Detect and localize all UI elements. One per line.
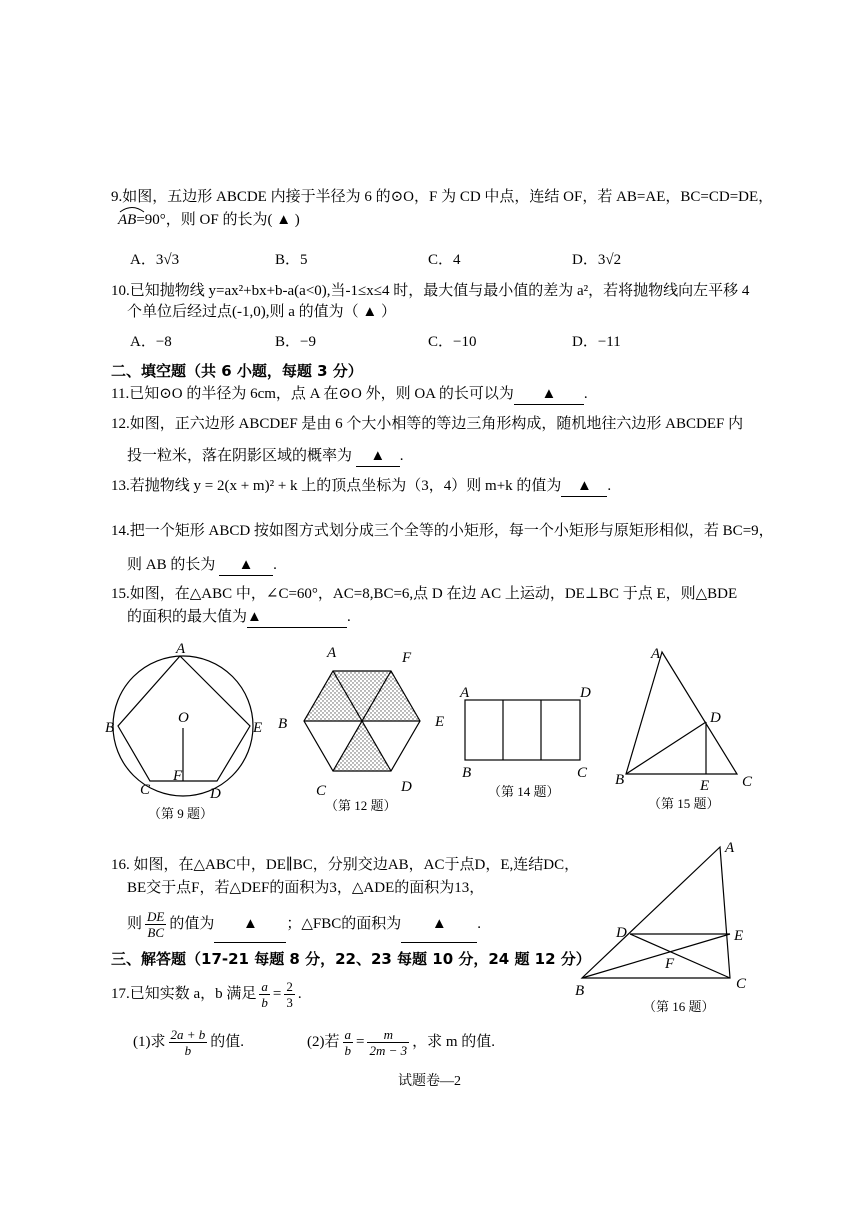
figure-14	[459, 685, 591, 781]
fig16-caption: （第 16 题）	[643, 999, 715, 1014]
fraction-m-over-2m-3: $\frac{m}{2m - 3}$	[369, 1027, 408, 1059]
fig9-caption: （第 9 题）	[148, 806, 214, 821]
arc-symbol-icon	[118, 205, 146, 213]
q10-option-d[interactable]: D．−11	[572, 334, 621, 350]
q16-line2: BE交于点F，若△DEF的面积为3，△ADE的面积为13，	[127, 880, 485, 896]
fig14-label-d: D	[580, 685, 591, 701]
q13: 13.若抛物线 y = 2(x + m)² + k 上的顶点坐标为（3，4）则 m+k 的值为 ▲ .	[111, 476, 611, 497]
q16-line1: 16. 如图，在△ABC中，DE∥BC，分别交边AB，AC于点D，E,连结DC，	[111, 857, 580, 873]
fig16-label-a: A	[725, 840, 735, 856]
fig16-label-e: E	[734, 928, 744, 944]
q10-option-b[interactable]: B．−9	[275, 334, 316, 350]
fraction-a-b: $\frac{a}{b}$	[261, 979, 268, 1011]
fig12-label-b: B	[278, 716, 288, 732]
q14-answer-blank[interactable]: ▲	[219, 555, 273, 576]
fraction-a-over-b: $\frac{a}{b}$	[344, 1027, 351, 1059]
figure-9	[105, 641, 262, 802]
q14-line1: 14.把一个矩形 ABCD 按如图方式划分成三个全等的小矩形，每一个小矩形与原矩形相似，若 BC=9，	[111, 523, 774, 539]
fig9-label-b: B	[105, 720, 115, 736]
figures-row	[100, 638, 860, 828]
fig9-label-a: A	[176, 641, 186, 657]
q15-answer-blank[interactable]: ▲	[247, 607, 347, 628]
q11: 11.已知⊙O 的半径为 6cm，点 A 在⊙O 外，则 OA 的长可以为 ▲ .	[111, 384, 588, 405]
fig15-label-a: A	[651, 646, 661, 662]
figure-12	[278, 645, 444, 799]
fig9-label-o: O	[178, 710, 189, 726]
q17-part2: (2)若 $\frac{a}{b}$ = $\frac{m}{2m - 3}$ ，求 m 的值.	[307, 1027, 496, 1059]
q12-line2: 投一粒米，落在阴影区域的概率为 ▲ .	[127, 446, 404, 467]
fig16-label-d: D	[616, 925, 627, 941]
fig15-label-c: C	[742, 774, 753, 790]
fig16-label-b: B	[575, 983, 585, 999]
fig9-label-d: D	[210, 786, 221, 802]
section-fill-in-heading: 二、填空题（共 6 小题，每题 3 分）	[111, 362, 363, 380]
q12-line1: 12.如图，正六边形 ABCDEF 是由 6 个大小相等的等边三角形构成，随机地往六边形 ABCDEF 内	[111, 416, 744, 432]
q14-line2: 则 AB 的长为 ▲ .	[127, 555, 277, 576]
fig15-label-d: D	[710, 710, 721, 726]
arc-ab: AB	[118, 210, 136, 230]
fig15-label-b: B	[615, 772, 625, 788]
section-answer-heading: 三、解答题（17-21 每题 8 分，22、23 每题 10 分，24 题 12 分）	[111, 950, 591, 968]
fig12-label-d: D	[401, 779, 412, 795]
q17-stem: 17.已知实数 a，b 满足 $\frac{a}{b}$ = $\frac{2}{3}$ .	[111, 979, 302, 1011]
q9-option-a[interactable]: A．3√3	[130, 252, 180, 268]
rectangle-abcd	[465, 700, 580, 760]
q9-option-b[interactable]: B．5	[275, 252, 308, 268]
q9-option-c[interactable]: C．4	[428, 252, 461, 268]
fig12-label-f: F	[402, 650, 412, 666]
q16-answer-blank-1[interactable]: ▲	[214, 906, 286, 943]
fig15-caption: （第 15 题）	[648, 796, 720, 811]
fraction-de-bc: $\frac{DE}{BC}$	[147, 909, 165, 941]
q16-line3: 则 $\frac{DE}{BC}$ 的值为 ▲ ；△FBC的面积为 ▲ .	[127, 906, 481, 943]
q15-line2: 的面积的最大值为▲ .	[127, 607, 351, 628]
q9-stem-line1: 9.如图，五边形 ABCDE 内接于半径为 6 的⊙O，F 为 CD 中点，连结 OF，若 AB=AE，BC=CD=DE，	[111, 189, 774, 205]
figure-16	[570, 838, 770, 1018]
fig14-label-c: C	[577, 765, 588, 781]
fig12-label-e: E	[435, 714, 445, 730]
q10-stem-line1: 10.已知抛物线 y=ax²+bx+b-a(a<0),当-1≤x≤4 时，最大值与最小值的差为 a²，若将抛物线向左平移 4	[111, 283, 750, 299]
fig16-label-f: F	[665, 956, 675, 972]
q10-option-c[interactable]: C．−10	[428, 334, 477, 350]
q12-answer-blank[interactable]: ▲	[356, 446, 400, 467]
segment-bd	[626, 722, 706, 774]
triangle-abc-16	[582, 847, 730, 978]
fig9-label-c: C	[140, 782, 151, 798]
q9-stem-line2: AB=90°，则 OF 的长为( ▲ )	[118, 210, 300, 230]
q16-answer-blank-2[interactable]: ▲	[401, 906, 477, 943]
shaded-triangle-bottom	[333, 721, 391, 771]
q17-part1: (1)求 $\frac{2a + b}{b}$ 的值.	[133, 1027, 245, 1059]
fraction-2-3: $\frac{2}{3}$	[286, 979, 293, 1011]
fig9-label-e: E	[253, 720, 263, 736]
page-footer: 试题卷—2	[398, 1074, 461, 1089]
q9-option-d[interactable]: D．3√2	[572, 252, 622, 268]
fig14-caption: （第 14 题）	[488, 784, 560, 799]
fig12-label-a: A	[327, 645, 337, 661]
figure-15	[615, 646, 753, 794]
segment-be	[582, 934, 730, 978]
q10-stem-line2: 个单位后经过点(-1,0),则 a 的值为（ ▲ ）	[127, 304, 396, 320]
fraction-2a-plus-b-over-b: $\frac{2a + b}{b}$	[170, 1027, 206, 1059]
q15-line1: 15.如图，在△ABC 中，∠C=60°，AC=8,BC=6,点 D 在边 AC 上运动，DE⊥BC 于点 E，则△BDE	[111, 586, 738, 602]
segment-dc	[630, 934, 730, 978]
fig12-caption: （第 12 题）	[325, 798, 397, 813]
fig15-label-e: E	[700, 778, 710, 794]
fig14-label-a: A	[460, 685, 470, 701]
q10-option-a[interactable]: A．−8	[130, 334, 172, 350]
q13-answer-blank[interactable]: ▲	[561, 476, 607, 497]
fig14-label-b: B	[462, 765, 472, 781]
fig16-label-c: C	[736, 976, 747, 992]
fig12-label-c: C	[316, 783, 327, 799]
q11-answer-blank[interactable]: ▲	[514, 384, 584, 405]
fig9-label-f: F	[173, 768, 183, 784]
